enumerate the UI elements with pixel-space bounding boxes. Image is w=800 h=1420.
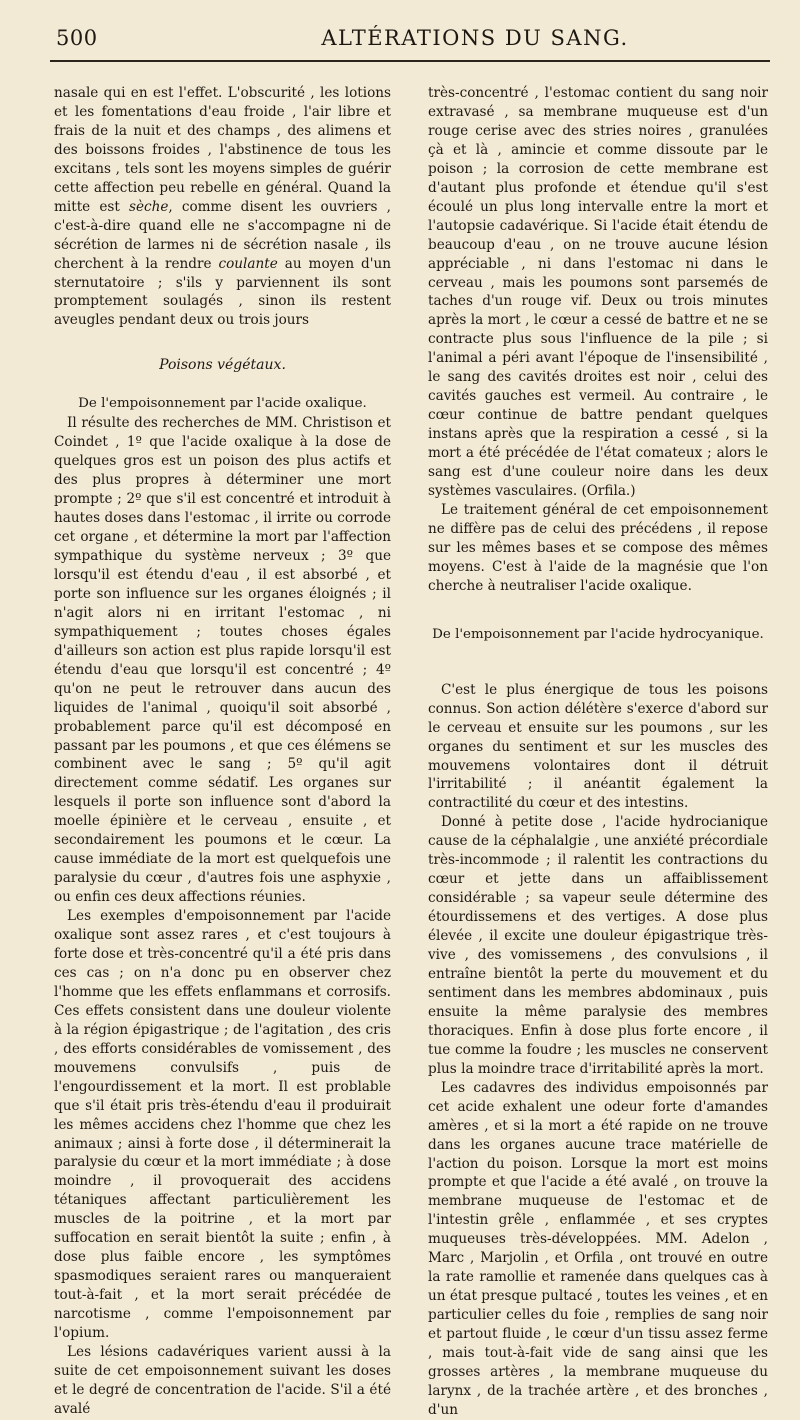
paragraph <box>54 84 391 330</box>
header-rule <box>50 60 770 62</box>
italic-term: coulante <box>218 255 278 272</box>
paragraph: Il résulte des recherches de MM. Christison et Coindet , 1º que l'acide oxalique à la dose de quelques gros est un poison des plus actifs et des plus propres à déterminer une mort prompte ; 2º que s'il est concentré et introduit à hautes doses dans l'estomac , il irrite ou corrode cet organe , et détermine la mort par l'affection sympathique du système nerveux ; 3º que lorsqu'il est étendu d'eau , il est absorbé , et porte son influence sur les organes éloignés ; il n'agit alors ni en irritant l'estomac , ni sympathiquement ; toutes choses égales d'ailleurs son action est plus rapide lorsqu'il est étendu d'eau que lorsqu'il est concentré ; 4º qu'on ne peut le retrouver dans aucun des liquides de l'animal , quoiqu'il soit absorbé , probablement parce qu'il est décomposé en passant par les poumons , et que ces élémens se combinent avec le sang ; 5º qu'il agit directement comme sédatif. Les organes sur lesquels il porte son influence sont d'abord la moelle épinière et le cerveau , ensuite , et secondairement les poumons et le cœur. La cause immédiate de la mort est quelquefois une paralysie du cœur , d'autres fois une asphyxie , ou enfin ces deux affections réunies. <box>54 415 391 906</box>
paragraph: Les exemples d'empoisonnement par l'acide oxalique sont assez rares , et c'est toujours à forte dose et très-concentré qu'il a été pris dans ces cas ; on n'a donc pu en observer chez l'homme que les effets enflammans et corrosifs. Ces effets consistent dans une douleur violente à la région épigastrique ; de l'agitation , des cris , des efforts considérables de vomissement , des mouvemens convulsifs , puis de l'engourdissement et la mort. Il est problable que s'il était pris très-étendu d'eau il produirait les mêmes accidens chez l'homme que chez les animaux ; ainsi à forte dose , il déterminerait la paralysie du cœur et la mort immédiate ; à dose moindre , il provoquerait des accidens tétaniques affectant particulièrement les muscles de la poitrine , et la mort par suffocation en serait bientôt la suite ; enfin , à dose plus faible encore , les symptômes spasmodiques seraient rares ou manqueraient tout-à-fait , et la mort serait précédée de narcotisme , comme l'empoisonnement par l'opium. <box>54 908 391 1342</box>
right-column <box>428 84 768 1420</box>
paragraph: Donné à petite dose , l'acide hydrocianique cause de la céphalalgie , une anxiété précordiale très-incommode ; il ralentit les contractions du cœur et jette dans un affaiblissement considérable ; sa vapeur seule détermine des étourdissemens et des vertiges. A dose plus élevée , il excite une douleur épigastrique très-vive , des vomissemens , des convulsions , il entraîne bientôt la perte du mouvement et du sentiment dans les membres abdominaux , puis ensuite la même paralysie des membres thoraciques. Enfin à dose plus forte encore , il tue comme la foudre ; les muscles ne conservent plus la moindre trace d'irritabilité après la mort. <box>428 814 768 1077</box>
text-run: , comme disent les ouvriers , c'est-à-dire quand elle ne s'accompagne ni de sécrétion de larmes ni de sécrétion nasale , ils cherchent à la rendre <box>54 198 391 272</box>
subsection-heading: De l'empoisonnement par l'acide oxalique. <box>78 396 367 412</box>
page-header <box>50 22 770 58</box>
paragraph: Les lésions cadavériques varient aussi à la suite de cet empoisonnement suivant les doses et le degré de concentration de l'acide. S'il a été avalé <box>54 1344 391 1417</box>
paragraph: C'est le plus énergique de tous les poisons connus. Son action délétère s'exerce d'abord sur le cerveau et ensuite sur les poumons , sur les organes du sentiment et sur les muscles des mouvemens volontaires dont il détruit l'irritabilité ; il anéantit également la contractilité du cœur et des intestins. <box>428 681 768 812</box>
running-title: ALTÉRATIONS DU SANG. <box>321 26 629 50</box>
text-run: au moyen d'un sternutatoire ; s'ils y parviennent ils sont promptement soulagés , sinon ils restent aveugles pendant deux ou trois jours <box>54 255 392 329</box>
paragraph: Le traitement général de cet empoisonnement ne diffère pas de celui des précédens , il repose sur les mêmes bases et se compose des mêmes moyens. C'est à l'aide de la magnésie que l'on cherche à neutraliser l'acide oxalique. <box>428 501 768 594</box>
subsection-heading: De l'empoisonnement par l'acide hydrocyanique. <box>432 626 764 642</box>
paragraph: très-concentré , l'estomac contient du sang noir extravasé , sa membrane muqueuse est d'un rouge cerise avec des stries noires , granulées çà et là , amincie et comme dissoute par le poison ; la corrosion de cette membrane est d'autant plus profonde et étendue qu'il s'est écoulé un plus long intervalle entre la mort et l'autopsie cadavérique. Si l'acide était étendu de beaucoup d'eau , on ne trouve aucune lésion appréciable , ni dans l'estomac ni dans le cerveau , mais les poumons sont parsemés de taches d'un rouge vif. Deux ou trois minutes après la mort , le cœur a cessé de battre et ne se contracte plus sous l'influence de la pile ; si l'animal a péri avant l'époque de l'insensibilité , le sang des cavités droites est noir , celui des cavités gauches est vermeil. Au contraire , le cœur continue de battre pendant quelques instans après que la respiration a cessé , si la mort a été précédée de l'état comateux ; alors le sang est d'une couleur noire dans les deux systèmes vasculaires. (Orfila.) <box>428 85 768 500</box>
paragraph: Les cadavres des individus empoisonnés par cet acide exhalent une odeur forte d'amandes amères , et si la mort a été rapide on ne trouve dans les organes aucune trace matérielle de l'action du poison. Lorsque la mort est moins prompte et que l'acide a été avalé , on trouve la membrane muqueuse de l'estomac et de l'intestin grêle , enflammée , et ses cryptes muqueuses très-développées. MM. Adelon , Marc , Marjolin , et Orfila , ont trouvé en outre la rate ramollie et ramenée dans quelques cas à un état presque pultacé , toutes les veines , et en particulier celles du foie , remplies de sang noir et partout fluide , le cœur d'un tissu assez ferme , mais tout-à-fait vide de sang ainsi que les grosses artères , la membrane muqueuse du larynx , de la trachée artère , et des bronches , d'un <box>428 1079 768 1418</box>
page-number: 500 <box>56 26 98 50</box>
italic-term: sèche <box>128 198 169 215</box>
section-heading: Poisons végétaux. <box>159 357 286 374</box>
left-column <box>54 84 391 1419</box>
text-run: nasale qui en est l'effet. L'obscurité , les lotions et les fomentations d'eau froide , l'air libre et frais de la nuit et des champs , des alimens et des boissons froides , l'abstinence de tous les excitans , tels sont les moyens simples de guérir cette affection peu rebelle en général. Quand la mitte est <box>54 85 391 215</box>
